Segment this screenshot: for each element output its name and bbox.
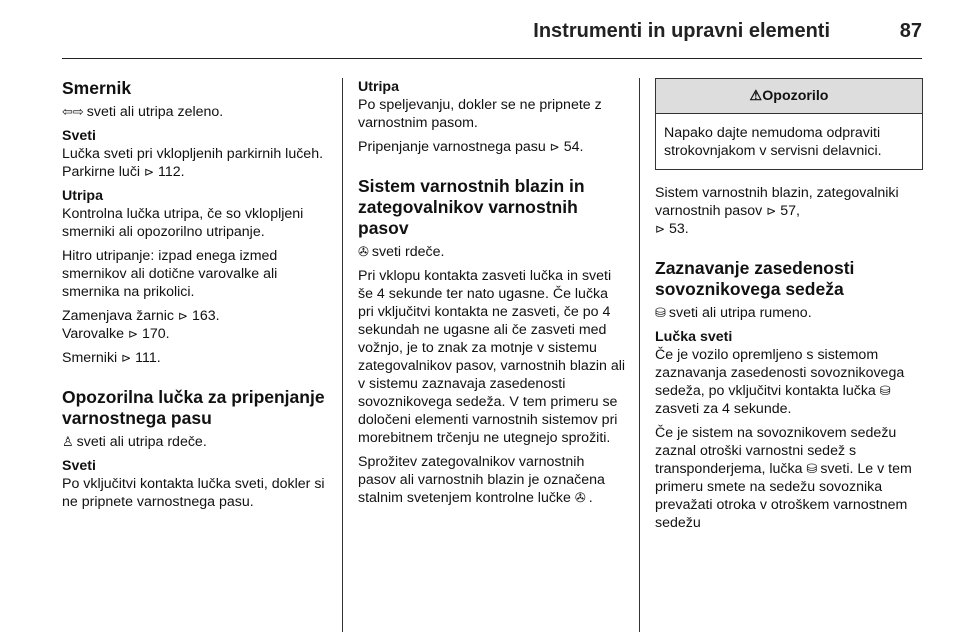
utripa-1-p2: Hitro utripanje: izpad enega izmed smernikov ali dotične varovalke ali smernika na prikolici. (62, 248, 278, 300)
sveti-2-text: Po vključitvi kontakta lučka sveti, dokler si ne pripnete varnostnega pasu. (62, 476, 325, 510)
page-ref-arrow-icon: ⊳ (549, 140, 560, 154)
passenger-airbag-icon: ⛁ (806, 461, 818, 476)
utripa-1-p4 (62, 349, 330, 367)
page-ref-arrow-icon: ⊳ (121, 351, 132, 365)
page-number: 87 (899, 20, 922, 42)
occupancy-p1-body: Če je vozilo opremljeno s sistemom zaznavanja zasedenosti sovoznikovega sedeža, po vključitvi kontakta lučka (655, 347, 905, 399)
page-ref[interactable]: 57, (780, 203, 800, 219)
subhead-sveti-2: Sveti (62, 458, 96, 474)
page-ref-arrow-icon: ⊳ (144, 165, 155, 179)
page-ref[interactable]: 111. (135, 350, 161, 366)
ref-label: Zamenjava žarnic (62, 308, 178, 324)
occupancy-desc (655, 304, 923, 322)
subhead-utripa-2: Utripa (358, 79, 399, 95)
column-1 (62, 78, 330, 517)
utripa-1-p1: Kontrolna lučka utripa, če so vklopljeni smerniki ali opozorilno utripanje. (62, 206, 304, 240)
airbag-p2-body: Sprožitev zategovalnikov varnostnih pasov ali varnostnih blazin je označena stalnim svetenjem kontrolne lučke (358, 454, 605, 506)
ref-label: Smerniki (62, 350, 122, 366)
occupancy-p2-end: sveti. Le v tem primeru smete na sedežu sovoznika prevažati otroka v otroškem varnostnem sedežu (655, 461, 912, 531)
utripa-2-p1: Po speljevanju, dokler se ne pripnete z varnostnim pasom. (358, 97, 602, 131)
airbag-desc (358, 243, 626, 261)
subhead-utripa-1: Utripa (62, 188, 103, 204)
warning-header (656, 79, 922, 114)
sveti-1-body: Lučka sveti pri vklopljenih parkirnih lučeh. Parkirne luči (62, 146, 324, 180)
page-ref[interactable]: 112. (158, 164, 185, 180)
page-ref-arrow-icon: ⊳ (655, 222, 666, 236)
section-title-airbag: Sistem varnostnih blazin in zategovalnikov varnostnih pasov (358, 176, 585, 238)
page-ref[interactable]: 54. (563, 139, 584, 155)
smernik-desc (62, 103, 330, 121)
column-3 (655, 78, 923, 538)
airbag-icon: ✇ (358, 244, 369, 259)
passenger-airbag-icon: ⛁ (879, 383, 891, 398)
page-title: Instrumenti in upravni elementi (533, 20, 830, 42)
page-ref[interactable]: 170. (142, 326, 170, 342)
passenger-airbag-icon: ⛁ (655, 305, 666, 320)
smernik-text: sveti ali utripa zeleno. (86, 104, 224, 120)
seatbelt-icon: ♙ (62, 434, 74, 449)
column-divider-2 (639, 78, 640, 632)
occupancy-p2 (655, 424, 923, 532)
occupancy-p2-body: Če je sistem na sovoznikovem sedežu zaznal otroški varnostni sedež s transponderjema, lučka (655, 425, 897, 477)
warning-box (655, 78, 923, 170)
page-ref[interactable]: 53. (669, 221, 689, 237)
page-ref-arrow-icon: ⊳ (177, 309, 188, 323)
seatbelt-desc (62, 433, 330, 451)
page-ref-arrow-icon: ⊳ (766, 204, 777, 218)
section-title-smernik: Smernik (62, 78, 132, 98)
airbag-p2 (358, 453, 626, 507)
turn-signal-icon: ⇦⇨ (62, 104, 84, 119)
airbag-icon: ✇ (574, 490, 586, 505)
seatbelt-text: sveti ali utripa rdeče. (76, 434, 207, 450)
airbag-p1: Pri vklopu kontakta zasveti lučka in sveti še 4 sekunde ter nato ugasne. Če lučka pri vključitvi kontakta ne zasveti, če po 4 sekundah ne ugasne ali če zasveti med vožnjo, je to znak za motnje v sistemu zategovalnikov pasov, varnostnih blazin ali v sistemu zaznavaja zasedenosti sovoznikovega sedeža. V tem primeru se določeni elementi varnostnih sistemov pri morebitnem trčenju ne utegnejo sprožiti. (358, 268, 626, 446)
col3-p1 (655, 184, 923, 238)
subhead-lucka-sveti: Lučka sveti (655, 329, 733, 345)
section-title-seatbelt: Opozorilna lučka za pripenjanje varnostnega pasu (62, 387, 325, 428)
column-divider-1 (342, 78, 343, 632)
ref-label: Sistem varnostnih blazin, zategovalniki varnostnih pasov (655, 185, 899, 219)
column-2 (358, 78, 626, 513)
ref-label: Varovalke (62, 326, 128, 342)
section-title-occupancy: Zaznavanje zasedenosti sovoznikovega sedeža (655, 258, 855, 299)
airbag-text: sveti rdeče. (371, 244, 445, 260)
warning-icon: ⚠ (749, 88, 763, 104)
airbag-p2-end: . (588, 490, 593, 506)
utripa-1-p3 (62, 307, 330, 343)
occupancy-text: sveti ali utripa rumeno. (668, 305, 812, 321)
warning-text: Napako dajte nemudoma odpraviti strokovnjakom v servisni delavnici. (664, 125, 882, 159)
page-header (0, 0, 960, 62)
subhead-sveti-1: Sveti (62, 128, 96, 144)
page-ref-arrow-icon: ⊳ (127, 327, 139, 341)
ref-label: Pripenjanje varnostnega pasu (358, 139, 550, 155)
occupancy-p1 (655, 346, 923, 418)
occupancy-p1-end: zasveti za 4 sekunde. (655, 401, 792, 417)
utripa-2-p2 (358, 138, 626, 156)
header-divider (62, 58, 922, 59)
warning-title: Opozorilo (762, 88, 829, 104)
page-ref[interactable]: 163. (191, 308, 220, 324)
sveti-1-text (62, 145, 330, 181)
